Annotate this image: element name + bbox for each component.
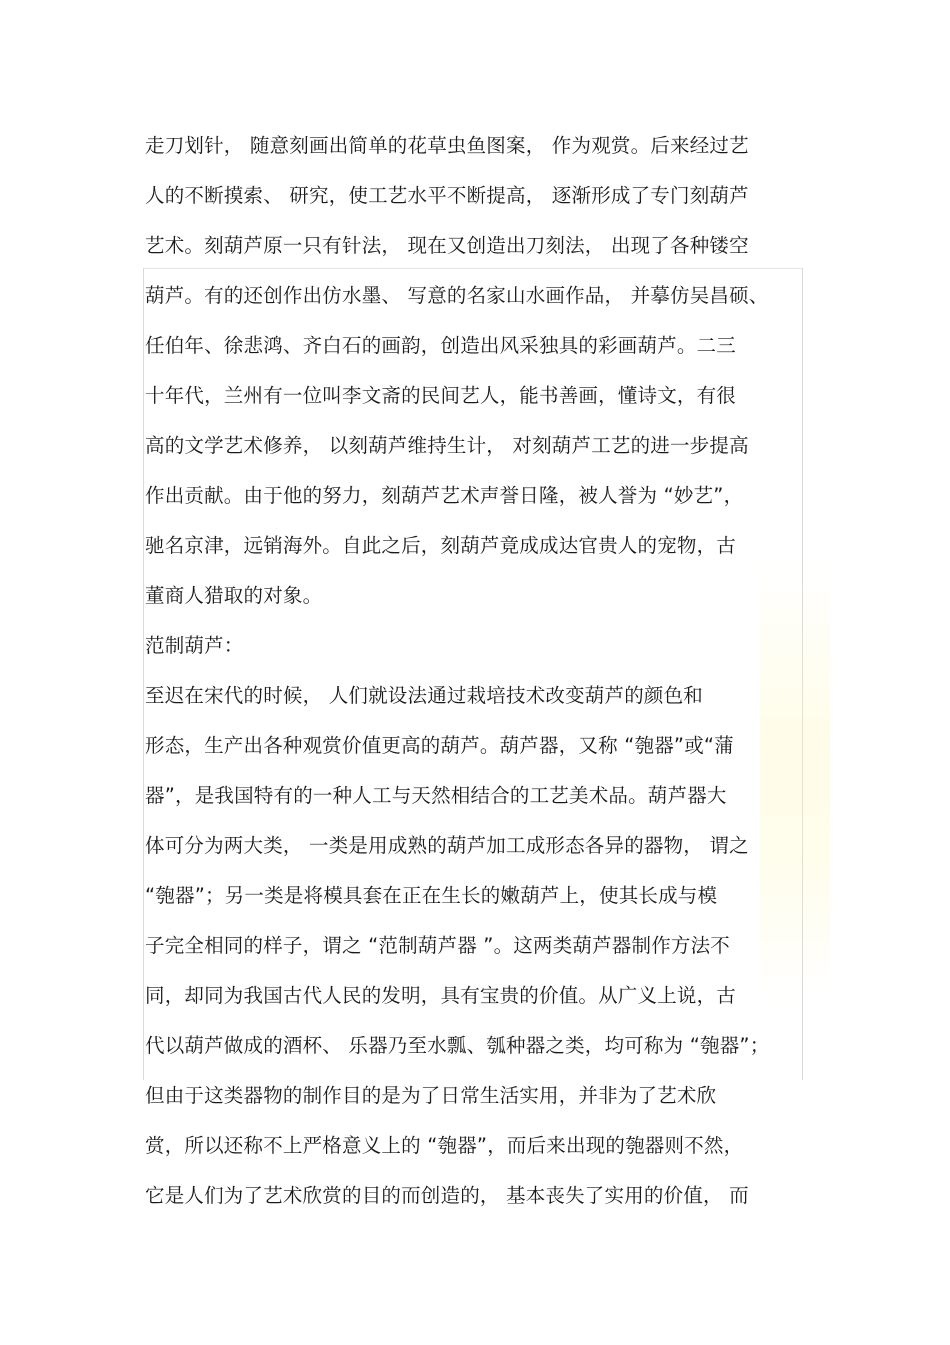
text-line: 驰名京津，远销海外。自此之后，刻葫芦竟成成达官贵人的宠物，古 (145, 534, 737, 557)
text-line: 体可分为两大类， 一类是用成熟的葫芦加工成形态各异的器物， 谓之 (145, 834, 749, 857)
text-line: 走刀划针， 随意刻画出简单的花草虫鱼图案， 作为观赏。后来经过艺 (145, 134, 749, 157)
text-line: 形态，生产出各种观赏价值更高的葫芦。葫芦器，又称 “匏器”或“蒲 (145, 734, 734, 757)
text-line: 艺术。刻葫芦原一只有针法， 现在又创造出刀刻法， 出现了各种镂空 (145, 234, 749, 257)
text-line: 它是人们为了艺术欣赏的目的而创造的， 基本丧失了实用的价值， 而 (145, 1184, 749, 1207)
text-line: 董商人猎取的对象。 (145, 584, 323, 607)
section-heading: 范制葫芦： (145, 634, 244, 657)
text-line: 人的不断摸索、 研究，使工艺水平不断提高， 逐渐形成了专门刻葫芦 (145, 184, 749, 207)
text-line: 作出贡献。由于他的努力，刻葫芦艺术声誉日隆，被人誉为 “妙艺”， (145, 484, 744, 507)
text-line: 十年代，兰州有一位叫李文斋的民间艺人，能书善画，懂诗文，有很 (145, 384, 737, 407)
text-line: 器”，是我国特有的一种人工与天然相结合的工艺美术品。葫芦器大 (145, 784, 727, 807)
body-text (145, 125, 810, 1225)
text-line: 葫芦。有的还创作出仿水墨、 写意的名家山水画作品， 并摹仿吴昌硕、 (145, 284, 769, 307)
text-line: 子完全相同的样子，谓之 “范制葫芦器 ”。这两类葫芦器制作方法不 (145, 934, 731, 957)
text-line: 同，却同为我国古代人民的发明，具有宝贵的价值。从广义上说，古 (145, 984, 737, 1007)
text-line: 赏，所以还称不上严格意义上的 “匏器”，而后来出现的匏器则不然， (145, 1134, 744, 1157)
scan-frame-left (143, 268, 144, 1080)
text-line: “匏器”；另一类是将模具套在正在生长的嫩葫芦上，使其长成与模 (145, 884, 718, 907)
text-line: 至迟在宋代的时候， 人们就设法通过栽培技术改变葫芦的颜色和 (145, 684, 703, 707)
text-line: 代以葫芦做成的酒杯、 乐器乃至水瓢、瓠种器之类，均可称为 “匏器”； (145, 1034, 770, 1057)
text-line: 但由于这类器物的制作目的是为了日常生活实用，并非为了艺术欣 (145, 1084, 717, 1107)
text-line: 高的文学艺术修养， 以刻葫芦维持生计， 对刻葫芦工艺的进一步提高 (145, 434, 749, 457)
text-line: 任伯年、徐悲鸿、齐白石的画韵，创造出风采独具的彩画葫芦。二三 (145, 334, 737, 357)
